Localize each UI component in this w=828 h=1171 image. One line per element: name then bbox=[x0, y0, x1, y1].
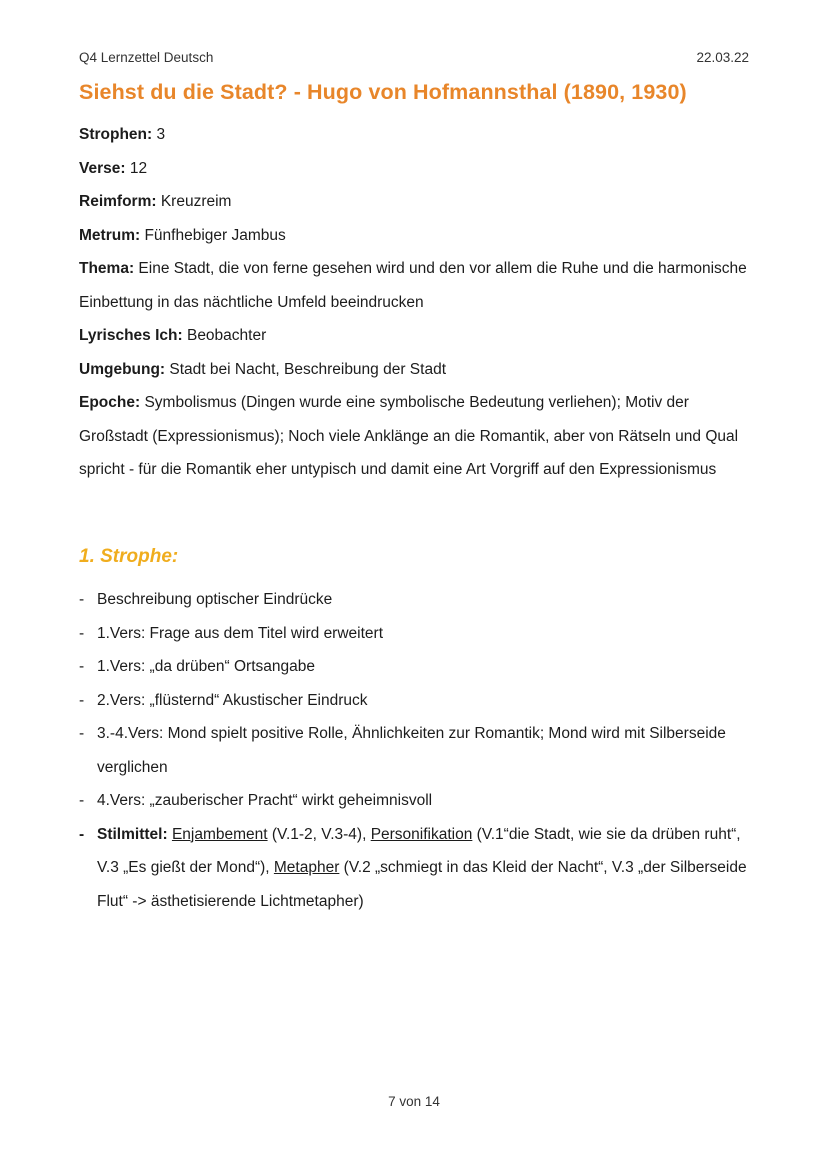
property-reimform bbox=[79, 185, 759, 219]
list-item-text: 3.-4.Vers: Mond spielt positive Rolle, Ähnlichkeiten zur Romantik; Mond wird mit Silberseide verglichen bbox=[97, 725, 726, 776]
property-label: Umgebung: bbox=[79, 360, 166, 378]
stilmittel-text: (V.2 „schmiegt in das Kleid der Nacht“, V.3 „der Silberseide Flut“ -> ästhetisierende Lichtmetapher) bbox=[97, 859, 747, 910]
list-item-text: 2.Vers: „flüsternd“ Akustischer Eindruck bbox=[97, 691, 368, 709]
term-metapher: Metapher bbox=[273, 859, 340, 876]
property-label: Strophen: bbox=[79, 126, 153, 143]
property-label: Reimform: bbox=[79, 193, 157, 210]
list-item-text: 1.Vers: Frage aus dem Titel wird erweitert bbox=[97, 624, 384, 642]
property-value: Beobachter bbox=[182, 327, 267, 344]
list-item bbox=[79, 583, 759, 617]
list-item bbox=[79, 717, 759, 784]
property-thema bbox=[79, 252, 759, 319]
dash-marker: - bbox=[79, 725, 85, 742]
property-label: Epoche: bbox=[79, 394, 141, 411]
property-lyrisches-ich bbox=[79, 319, 759, 353]
dash-marker: - bbox=[79, 691, 85, 709]
stilmittel-text: (V.1“die Stadt, wie sie da drüben ruht“, V.3 „Es gießt der Mond“), bbox=[97, 825, 741, 876]
property-epoche bbox=[79, 386, 759, 487]
property-label: Lyrisches Ich: bbox=[79, 327, 183, 344]
property-value: Kreuzreim bbox=[156, 193, 232, 210]
list-item-text: Beschreibung optischer Eindrücke bbox=[97, 591, 333, 608]
property-umgebung bbox=[79, 353, 759, 387]
property-strophen bbox=[79, 118, 759, 152]
poem-properties bbox=[79, 118, 759, 487]
list-item bbox=[79, 650, 759, 684]
page-header bbox=[79, 50, 749, 70]
dash-marker: - bbox=[79, 658, 85, 675]
dash-marker: - bbox=[79, 591, 85, 608]
bullet-list bbox=[79, 583, 759, 918]
property-value: Stadt bei Nacht, Beschreibung der Stadt bbox=[165, 360, 447, 378]
list-item-stilmittel bbox=[79, 818, 759, 919]
property-value: Eine Stadt, die von ferne gesehen wird und den vor allem die Ruhe und die harmonische Einbettung in das nächtliche Umfeld beeindrucken bbox=[79, 260, 747, 311]
property-value: Symbolismus (Dingen wurde eine symbolische Bedeutung verliehen); Motiv der Großstadt (Expressionismus); Noch viele Anklänge an die Romantik, aber von Rätseln und Qual spricht - für die Romantik eher untypisch und damit eine Art Vorgriff auf den Expressionismus bbox=[79, 394, 739, 478]
list-item bbox=[79, 784, 759, 818]
list-item-text: 1.Vers: „da drüben“ Ortsangabe bbox=[97, 658, 315, 675]
stilmittel-label: Stilmittel: bbox=[97, 825, 168, 843]
document-date: 22.03.22 bbox=[696, 50, 749, 65]
stilmittel-text: (V.1-2, V.3-4), bbox=[267, 825, 371, 843]
term-personifikation: Personifikation bbox=[370, 825, 473, 843]
property-value: 3 bbox=[152, 126, 166, 143]
property-verse bbox=[79, 152, 759, 186]
term-enjambement: Enjambement bbox=[171, 825, 268, 843]
page-title: Siehst du die Stadt? - Hugo von Hofmannsthal (1890, 1930) bbox=[79, 80, 687, 104]
property-label: Thema: bbox=[79, 260, 135, 277]
dash-marker: - bbox=[79, 792, 85, 809]
property-metrum bbox=[79, 219, 759, 253]
property-label: Verse: bbox=[79, 159, 126, 177]
dash-marker: - bbox=[79, 825, 85, 843]
list-item bbox=[79, 617, 759, 651]
dash-marker: - bbox=[79, 624, 85, 642]
property-value: Fünfhebiger Jambus bbox=[140, 226, 286, 244]
document-title: Q4 Lernzettel Deutsch bbox=[79, 50, 214, 65]
list-item bbox=[79, 684, 759, 718]
section-heading: 1. Strophe: bbox=[79, 546, 179, 567]
list-item-text: 4.Vers: „zauberischer Pracht“ wirkt geheimnisvoll bbox=[97, 792, 433, 809]
page-number: 7 von 14 bbox=[388, 1094, 440, 1109]
property-value: 12 bbox=[125, 159, 148, 177]
property-label: Metrum: bbox=[79, 226, 141, 244]
